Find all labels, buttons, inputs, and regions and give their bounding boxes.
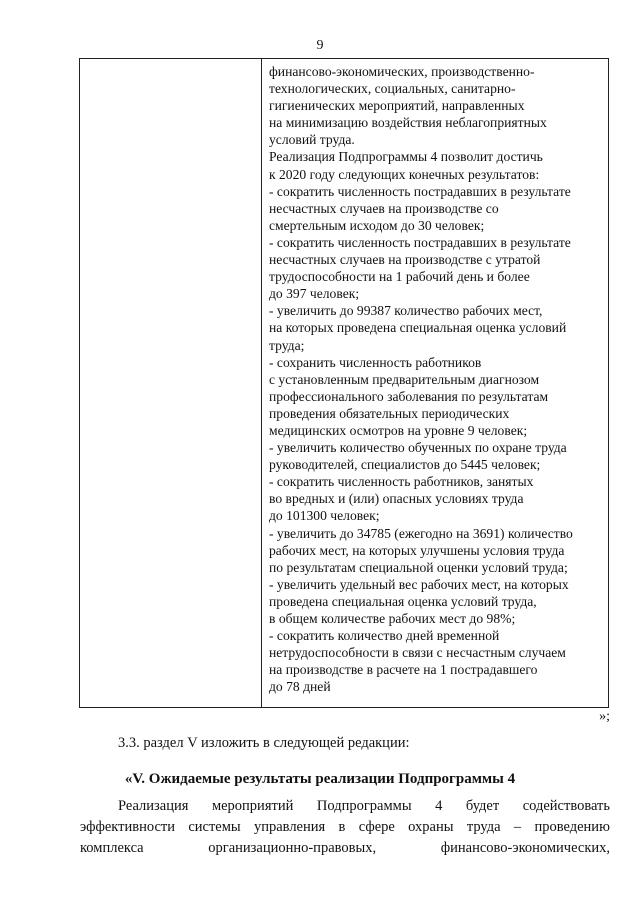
cell-line: проведения обязательных периодических: [269, 405, 510, 421]
cell-line: - сократить численность пострадавших в результате: [269, 183, 571, 199]
cell-line: профессионального заболевания по результатам: [269, 388, 549, 404]
cell-line: медицинских осмотров на уровне 9 человек;: [269, 422, 528, 438]
amendment-instruction: 3.3. раздел V изложить в следующей редакции:: [118, 735, 410, 751]
cell-line: - увеличить до 34785 (ежегодно на 3691) количество: [269, 525, 573, 541]
cell-line: технологических, социальных, санитарно-: [269, 81, 516, 97]
cell-line: проведена специальная оценка условий труда,: [269, 593, 537, 609]
section-heading: «V. Ожидаемые результаты реализации Подпрограммы 4: [124, 771, 516, 787]
cell-line: нетрудоспособности в связи с несчастным случаем: [269, 645, 566, 661]
cell-line: к 2020 году следующих конечных результатов:: [269, 166, 540, 182]
cell-line: в общем количестве рабочих мест до 98%;: [269, 611, 516, 626]
cell-line: - увеличить количество обученных по охране труда: [269, 440, 567, 456]
cell-line: трудоспособности на 1 рабочий день и более: [269, 269, 530, 285]
cell-line: несчастных случаев на производстве с утратой: [269, 252, 541, 268]
cell-line: - сохранить численность работников: [269, 354, 482, 370]
cell-line: на минимизацию воздействия неблагоприятных: [269, 115, 547, 131]
cell-line: - увеличить удельный вес рабочих мест, на которых: [269, 576, 569, 592]
results-table: [79, 58, 609, 708]
page-number: 9: [316, 38, 324, 53]
cell-line: с установленным предварительным диагнозом: [269, 371, 540, 387]
closing-quote-mark: »;: [599, 709, 610, 724]
cell-line: до 397 человек;: [269, 286, 360, 302]
cell-line: условий труда.: [269, 132, 355, 148]
cell-line: - сократить численность пострадавших в результате: [269, 234, 571, 250]
cell-line: Реализация Подпрограммы 4 позволит достичь: [269, 149, 543, 165]
cell-line: - увеличить до 99387 количество рабочих мест,: [269, 303, 543, 319]
column-divider: [261, 59, 262, 707]
cell-line: на которых проведена специальная оценка условий: [269, 320, 567, 336]
cell-line: - сократить численность работников, занятых: [269, 474, 534, 490]
cell-line: до 78 дней: [269, 679, 331, 695]
cell-line: во вредных и (или) опасных условиях труда: [269, 491, 524, 507]
cell-line: по результатам специальной оценки условий труда;: [269, 559, 568, 575]
cell-line: смертельным исходом до 30 человек;: [269, 217, 485, 233]
paragraph-line: эффективности системы управления в сфере охраны труда – проведению: [80, 819, 610, 835]
cell-line: несчастных случаев на производстве со: [269, 200, 499, 216]
cell-line: до 101300 человек;: [269, 508, 380, 524]
cell-line: руководителей, специалистов до 5445 человек;: [269, 457, 541, 473]
cell-line: гигиенических мероприятий, направленных: [269, 98, 525, 114]
cell-line: - сократить количество дней временной: [269, 628, 500, 644]
cell-line: на производстве в расчете на 1 пострадавшего: [269, 662, 538, 678]
paragraph-line: Реализация мероприятий Подпрограммы 4 будет содействовать: [118, 798, 610, 814]
cell-line: труда;: [269, 337, 305, 353]
paragraph-line: комплекса организационно-правовых, финансово-экономических,: [80, 840, 610, 856]
results-cell-text: [269, 63, 607, 695]
cell-line: финансово-экономических, производственно-: [269, 64, 535, 79]
cell-line: рабочих мест, на которых улучшены условия труда: [269, 542, 565, 558]
